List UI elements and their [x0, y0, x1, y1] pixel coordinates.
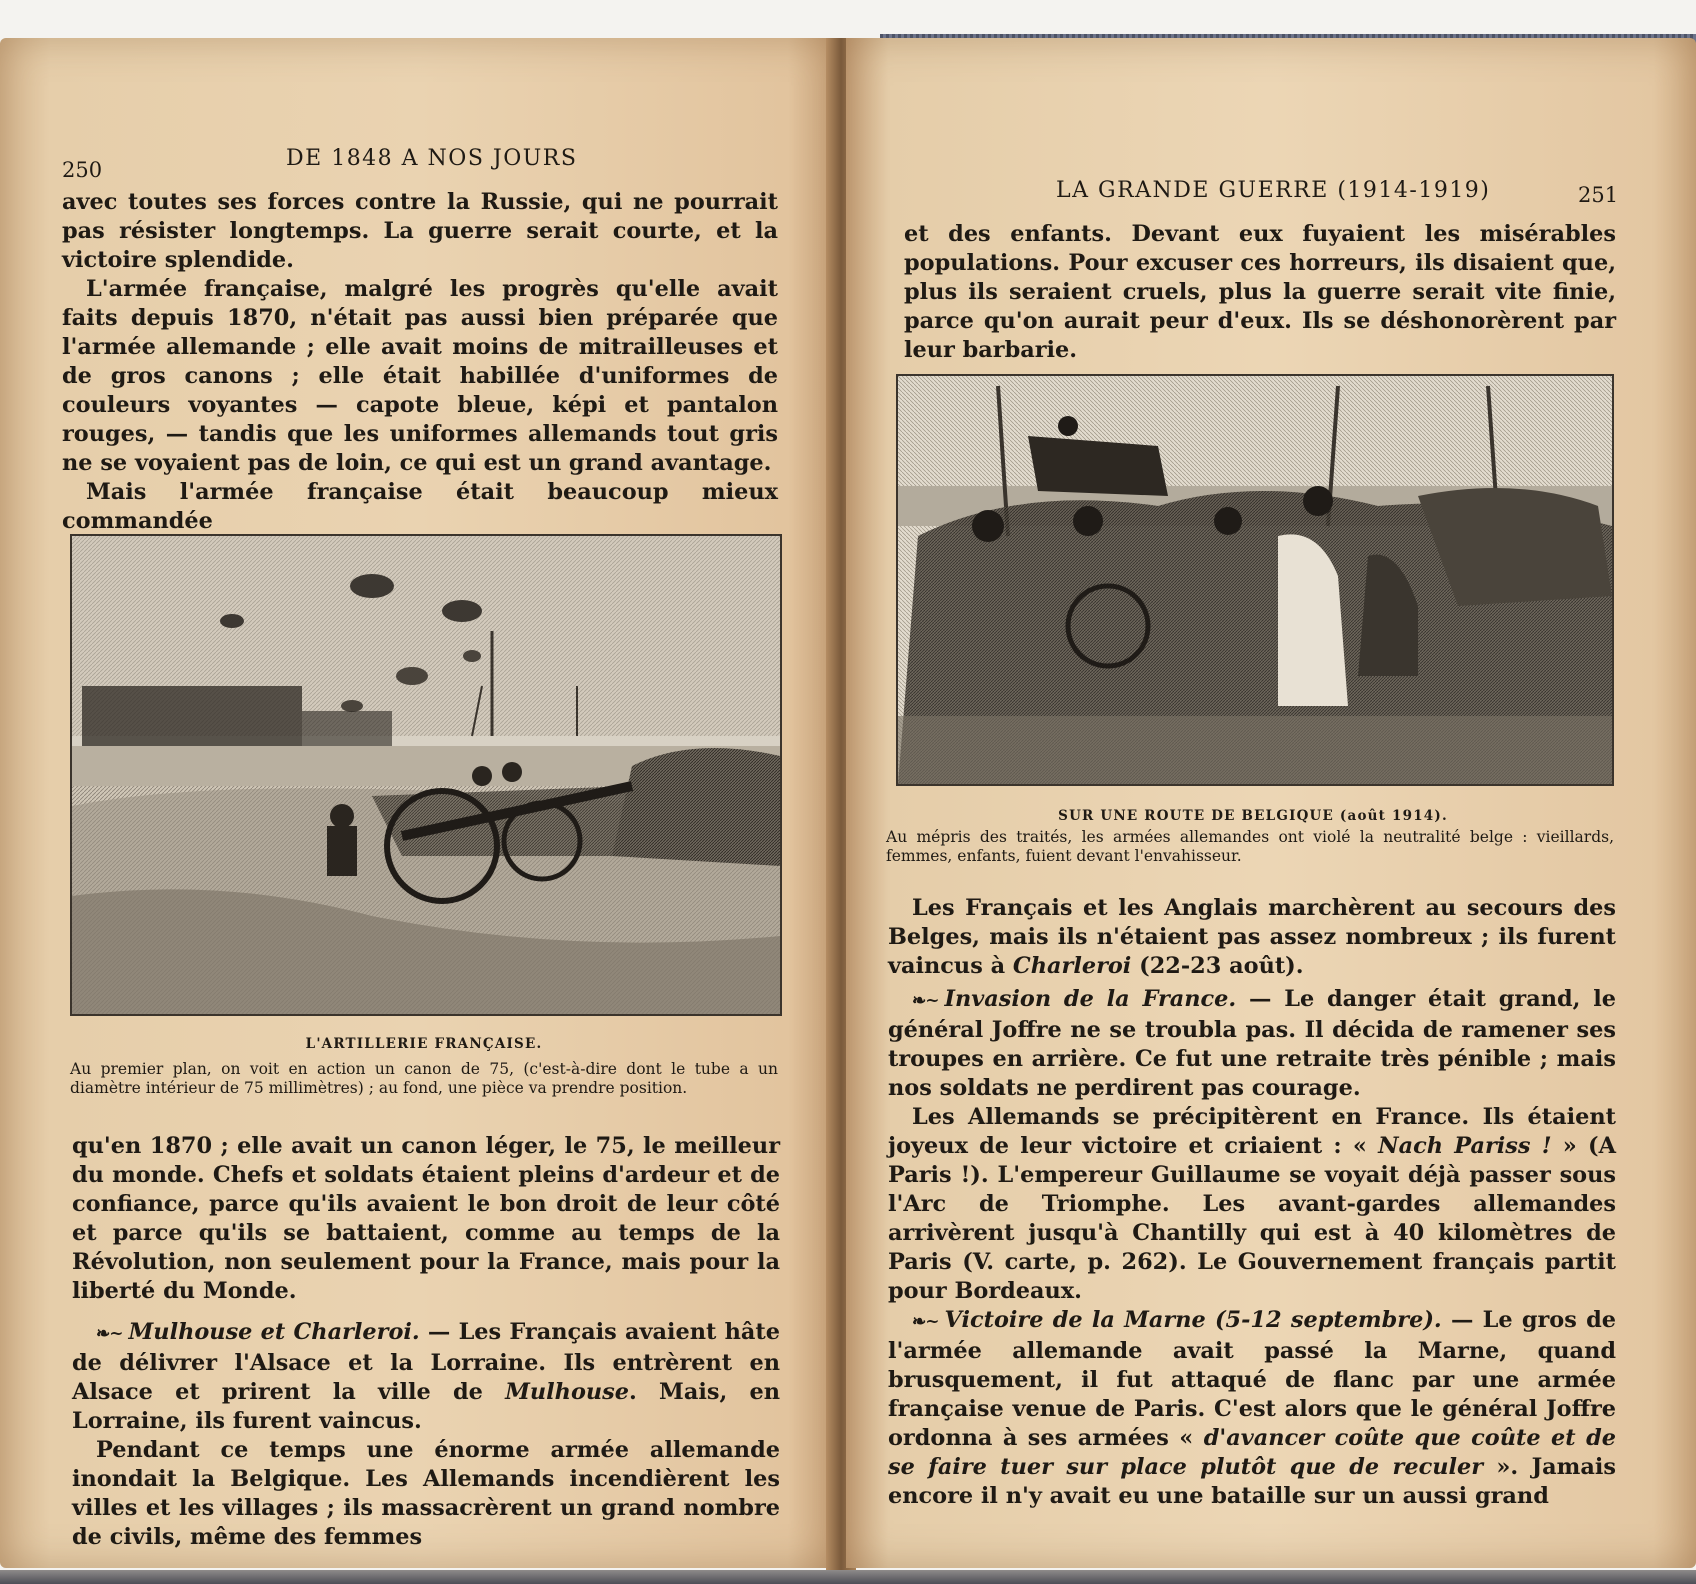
paragraph: L'armée française, malgré les progrès qu'elle avait faits depuis 1870, n'était pas aussi bien préparée que l'armée allemande ; elle avait moins de mitrailleuses et de gros canons ; elle était habillée d'uniformes de couleurs voyantes — capote bleue, képi et pantalon rouges, — tandis que les uniformes allemands tout gris ne se voyaient pas de loin, ce qui est un grand avantage. — [62, 276, 778, 476]
paragraph: qu'en 1870 ; elle avait un canon léger, le 75, le meilleur du monde. Chefs et soldats étaient pleins d'ardeur et de confiance, parce qu'ils avaient le bon droit de leur côté et parce qu'ils se battaient, comme au temps de la Révolution, non seulement pour la France, mais pour la liberté du Monde. — [72, 1133, 780, 1304]
body-text-top — [62, 188, 778, 536]
figure-title: SUR UNE ROUTE DE BELGIQUE (août 1914). — [1058, 808, 1448, 824]
open-book — [0, 38, 1696, 1584]
section-paragraph: ❧~ Victoire de la Marne (5-12 septembre). — Le gros de l'armée allemande avait passé la Marne, quand brusquement, il fut attaqué de flanc par une armée française venue de Paris. C'est alors que le général Joffre ordonna à ses armées « d'avancer coûte que coûte et de se faire tuer sur place plutôt que de reculer ». Jamais encore il n'y avait eu une bataille sur un aussi grand — [888, 1307, 1616, 1509]
section-heading: Victoire de la Marne (5-12 septembre). — [944, 1307, 1442, 1333]
ornament-icon: ❧~ — [912, 991, 939, 1011]
ornament-icon: ❧~ — [96, 1324, 123, 1344]
figure-title: L'ARTILLERIE FRANÇAISE. — [305, 1036, 543, 1052]
section-heading: Invasion de la France. — [944, 986, 1237, 1012]
left-page — [0, 38, 838, 1568]
running-head: DE 1848 A NOS JOURS — [286, 146, 578, 171]
paragraph: et des enfants. Devant eux fuyaient les misérables populations. Pour excuser ces horreurs, ils disaient que, plus ils seraient cruels, plus la guerre serait vite finie, parce qu'on aurait peur d'eux. Ils se déshonorèrent par leur barbarie. — [904, 221, 1616, 363]
paragraph: Les Français et les Anglais marchèrent au secours des Belges, mais ils n'étaient pas assez nombreux ; ils furent vaincus à Charleroi (22-23 août). — [888, 895, 1616, 979]
right-page — [846, 38, 1696, 1568]
figure-caption: Au premier plan, on voit en action un canon de 75, (c'est-à-dire dont le tube a un diamètre intérieur de 75 millimètres) ; au fond, une pièce va prendre position. — [70, 1060, 778, 1097]
figure-caption: Au mépris des traités, les armées allemandes ont violé la neutralité belge : vieillards, femmes, enfants, fuient devant l'envahisseur. — [886, 828, 1614, 865]
page-number: 251 — [1578, 183, 1619, 207]
section-heading: Mulhouse et Charleroi. — [128, 1319, 420, 1345]
ornament-icon: ❧~ — [912, 1312, 939, 1332]
book-bottom-edge — [0, 1570, 1696, 1584]
paragraph: Mais l'armée française était beaucoup mieux commandée — [62, 479, 778, 534]
body-text-top — [904, 220, 1616, 365]
body-text-bottom — [72, 1132, 780, 1552]
body-text-bottom — [888, 894, 1616, 1511]
artillery-illustration — [70, 534, 782, 1016]
section-paragraph: ❧~ Invasion de la France. — Le danger était grand, le général Joffre ne se troubla pas. Il décida de ramener ses troupes en arrière. Ce fut une retraite très pénible ; mais nos soldats ne perdirent pas courage. — [888, 986, 1616, 1101]
paragraph: Les Allemands se précipitèrent en France. Ils étaient joyeux de leur victoire et criaient : « Nach Pariss ! » (A Paris !). L'empereur Guillaume se voyait déjà passer sous l'Arc de Triomphe. Les avant-gardes allemandes arrivèrent jusqu'à Chantilly qui est à 40 kilomètres de Paris (V. carte, p. 262). Le Gouvernement français partit pour Bordeaux. — [888, 1104, 1616, 1304]
refugees-illustration — [896, 374, 1614, 786]
paragraph: Pendant ce temps une énorme armée allemande inondait la Belgique. Les Allemands incendièrent les villes et les villages ; ils massacrèrent un grand nombre de civils, même des femmes — [72, 1437, 780, 1550]
section-paragraph: ❧~ Mulhouse et Charleroi. — Les Français avaient hâte de délivrer l'Alsace et la Lorraine. Ils entrèrent en Alsace et prirent la ville de Mulhouse. Mais, en Lorraine, ils furent vaincus. — [72, 1319, 781, 1434]
page-number: 250 — [62, 158, 103, 182]
paragraph: avec toutes ses forces contre la Russie, qui ne pourrait pas résister longtemps. La guerre serait courte, et la victoire splendide. — [62, 189, 778, 273]
running-head: LA GRANDE GUERRE (1914-1919) — [1056, 178, 1491, 203]
